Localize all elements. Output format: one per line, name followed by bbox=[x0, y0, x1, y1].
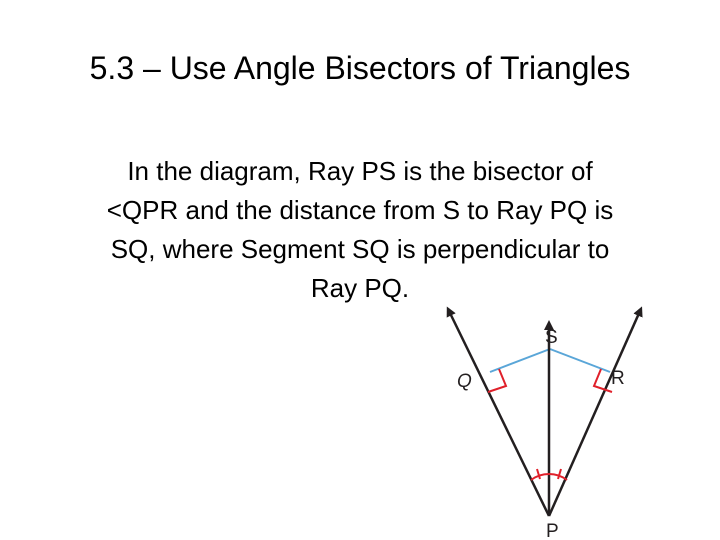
ray-pq bbox=[449, 311, 549, 516]
segment-sq bbox=[490, 349, 550, 372]
body-line-3: SQ, where Segment SQ is perpendicular to bbox=[110, 234, 610, 264]
body-line-2: <QPR and the distance from S to Ray PQ is bbox=[106, 195, 614, 225]
angle-tick-right bbox=[558, 469, 561, 479]
label-s: S bbox=[545, 327, 558, 348]
segment-sr bbox=[550, 349, 610, 372]
label-q: Q bbox=[457, 371, 472, 392]
slide-title: 5.3 – Use Angle Bisectors of Triangles bbox=[89, 50, 631, 86]
body-line-4: Ray PQ. bbox=[310, 273, 410, 303]
label-r: R bbox=[611, 368, 625, 389]
label-p: P bbox=[546, 521, 559, 540]
body-line-1: In the diagram, Ray PS is the bisector of bbox=[127, 156, 593, 186]
ray-pr bbox=[549, 311, 640, 516]
angle-tick-left bbox=[537, 469, 540, 479]
